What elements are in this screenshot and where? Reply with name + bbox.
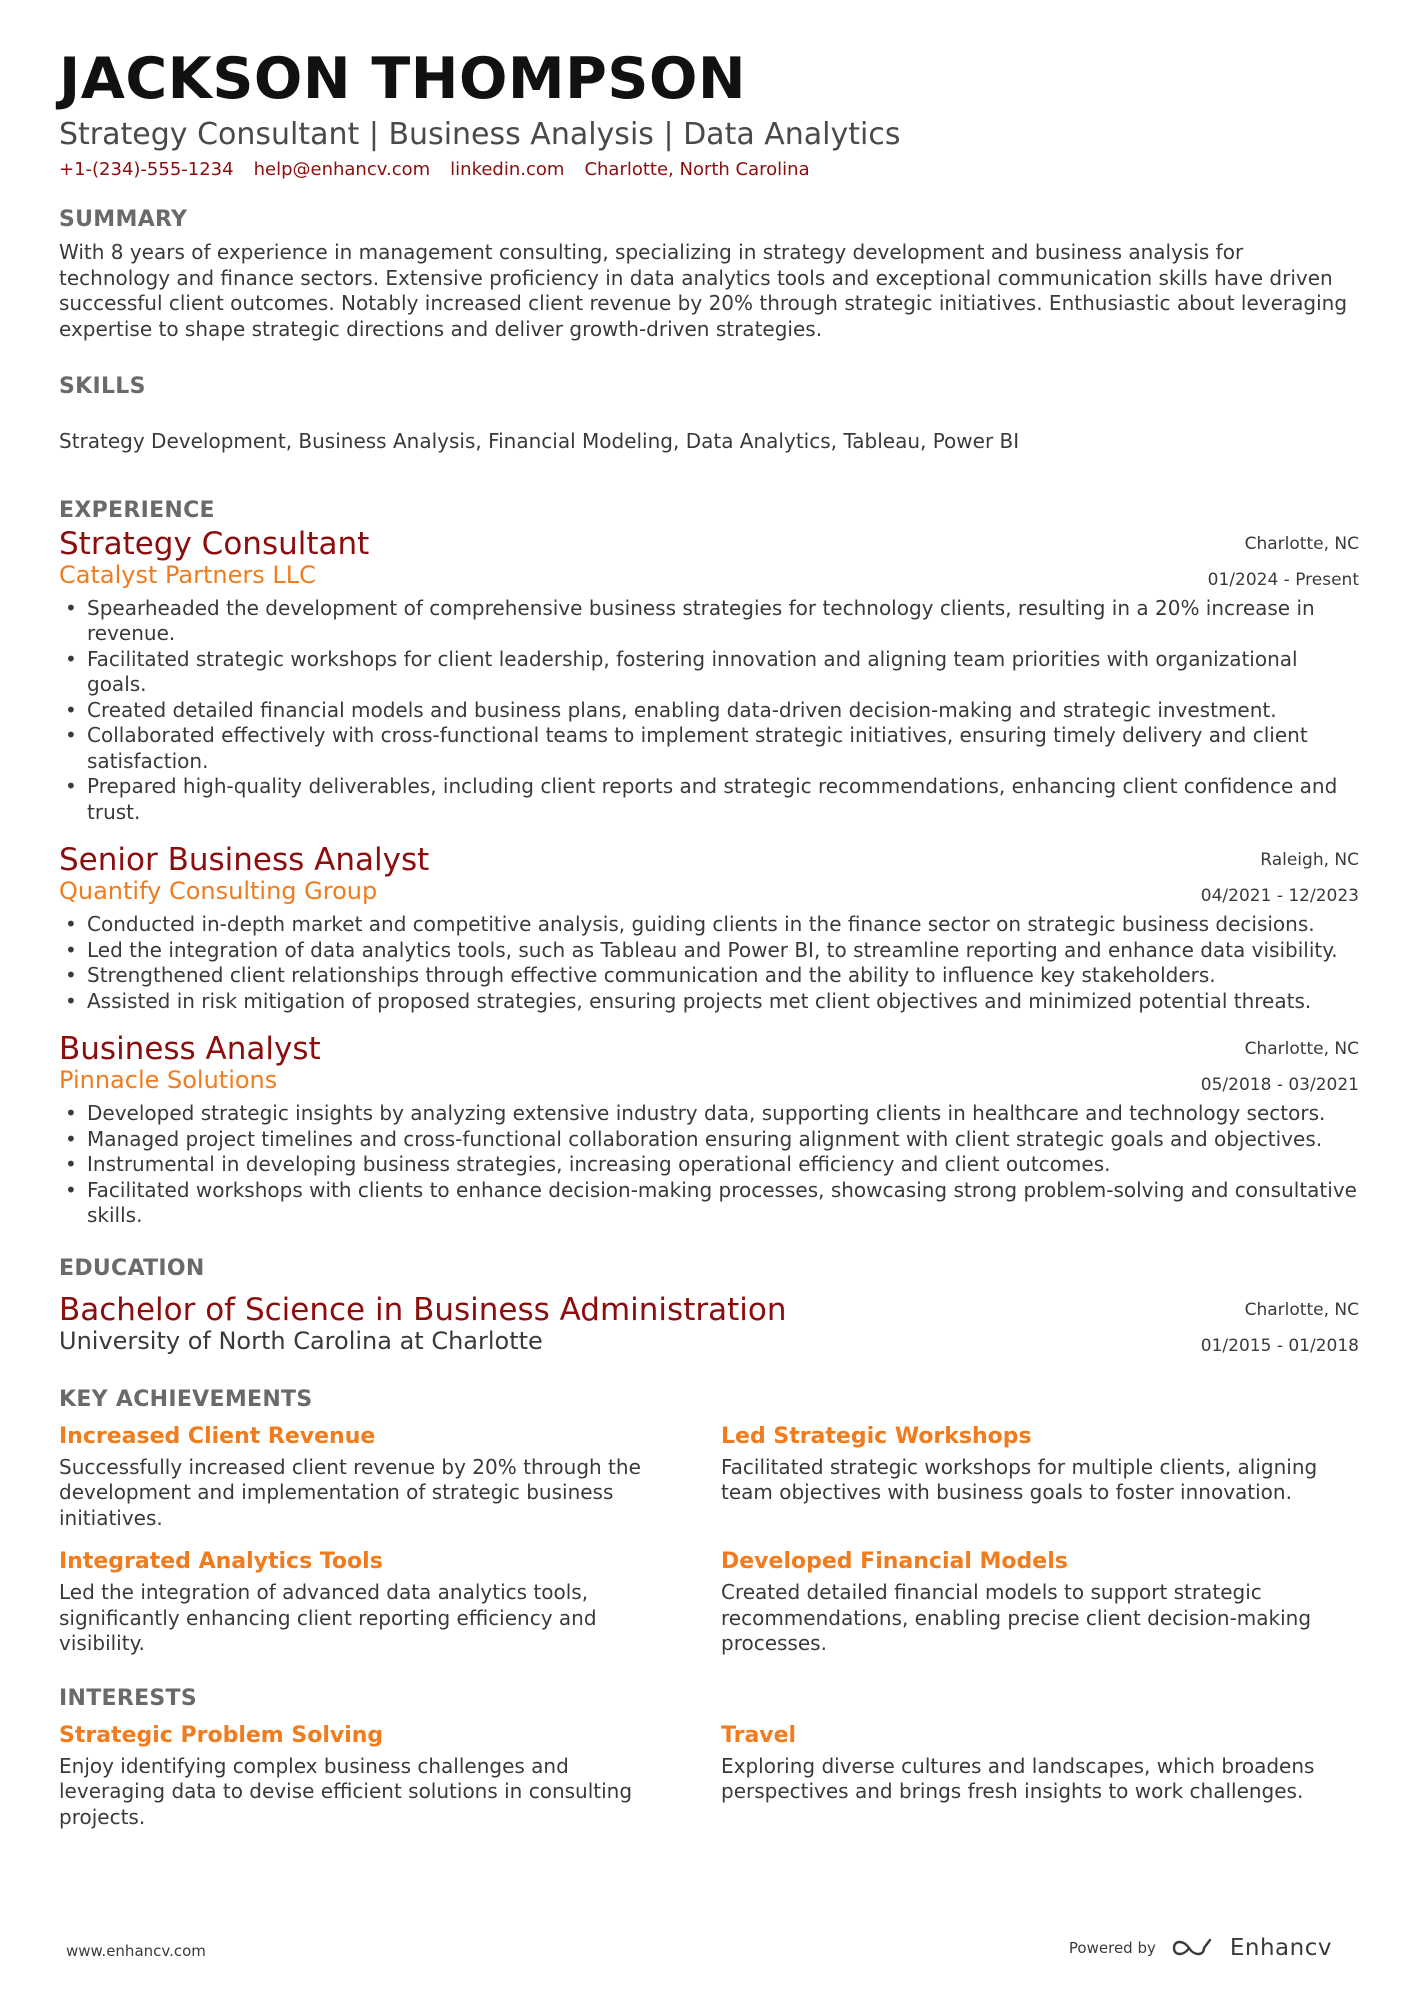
school-name: University of North Carolina at Charlotte <box>59 1326 543 1355</box>
achievement-title: Integrated Analytics Tools <box>59 1549 383 1574</box>
achievements-grid <box>59 1422 1359 1657</box>
company-name: Quantify Consulting Group <box>59 877 378 905</box>
education-dates: 01/2015 - 01/2018 <box>1200 1335 1359 1356</box>
interests-grid <box>59 1721 1359 1831</box>
bullet-item: • Conducted in-depth market and competitive analysis, guiding clients in the finance sector on strategic business decisions. <box>59 912 1359 938</box>
achievement-text: Successfully increased client revenue by 20% through the development and implementation of strategic business initiatives. <box>59 1454 641 1530</box>
bullet-item: • Facilitated strategic workshops for client leadership, fostering innovation and aligning team priorities with organizational goals. <box>59 647 1359 698</box>
bullet-item: • Collaborated effectively with cross-functional teams to implement strategic initiatives, ensuring timely delivery and client satisfaction. <box>59 723 1359 774</box>
experience-entry <box>59 1030 1359 1229</box>
email-link[interactable]: help@enhancv.com <box>253 159 431 180</box>
education-entry <box>59 1291 1359 1356</box>
bullet-item: • Created detailed financial models and business plans, enabling data-driven decision-making and strategic investment. <box>59 698 1359 724</box>
job-bullets <box>59 596 1359 826</box>
bullet-item: • Strengthened client relationships through effective communication and the ability to influence key stakeholders. <box>59 963 1359 989</box>
interest-card <box>59 1721 679 1831</box>
linkedin-link[interactable]: linkedin.com <box>450 159 565 180</box>
achievement-title: Led Strategic Workshops <box>721 1423 1032 1449</box>
skills-section <box>59 373 1359 455</box>
achievement-title: Developed Financial Models <box>721 1549 1068 1574</box>
experience-entry <box>59 841 1359 1014</box>
candidate-headline: Strategy Consultant | Business Analysis | Data Analytics <box>59 117 901 152</box>
achievement-card <box>721 1422 1361 1532</box>
job-bullets <box>59 912 1359 1014</box>
phone-link[interactable]: +1-(234)-555-1234 <box>59 159 234 180</box>
enhancv-logo-icon <box>1170 1934 1216 1962</box>
education-section <box>59 1255 1359 1356</box>
interest-text: Exploring diverse cultures and landscapes, which broadens perspectives and brings fresh insights to work challenges. <box>721 1753 1315 1803</box>
bullet-item: • Prepared high-quality deliverables, including client reports and strategic recommendations, enhancing client confidence and trust. <box>59 774 1359 825</box>
interests-section <box>59 1685 1359 1831</box>
bullet-item: • Instrumental in developing business strategies, increasing operational efficiency and client outcomes. <box>59 1152 1359 1178</box>
skills-text: Strategy Development, Business Analysis, Financial Modeling, Data Analytics, Tableau, Power BI <box>59 429 1020 453</box>
bullet-item: • Spearheaded the development of comprehensive business strategies for technology clients, resulting in a 20% increase in revenue. <box>59 596 1359 647</box>
interest-title: Travel <box>721 1722 797 1748</box>
achievement-card <box>721 1547 1361 1657</box>
summary-heading: SUMMARY <box>59 207 188 232</box>
candidate-name: JACKSON THOMPSON <box>59 46 747 112</box>
experience-entry <box>59 525 1359 826</box>
job-dates: 05/2018 - 03/2021 <box>1200 1075 1359 1095</box>
job-title: Strategy Consultant <box>59 525 370 562</box>
powered-by-label: Powered by <box>1068 1939 1156 1957</box>
job-dates: 04/2021 - 12/2023 <box>1200 886 1359 906</box>
job-location: Raleigh, NC <box>1260 850 1359 870</box>
resume-page <box>59 44 1359 1830</box>
summary-text: With 8 years of experience in management consulting, specializing in strategy development and business analysis for technology and finance sectors. Extensive proficiency in data analytics tools and exceptional communication skills have driven successful client outcomes. Notably increased client revenue by 20% through strategic initiatives. Enthusiastic about leveraging expertise to shape strategic directions and deliver growth-driven strategies. <box>59 240 1348 341</box>
bullet-item: • Led the integration of data analytics tools, such as Tableau and Power BI, to streamline reporting and enhance data visibility. <box>59 938 1359 964</box>
job-location: Charlotte, NC <box>1244 533 1359 554</box>
achievement-text: Created detailed financial models to support strategic recommendations, enabling precise client decision-making processes. <box>721 1580 1312 1655</box>
job-title: Business Analyst <box>59 1031 321 1067</box>
school-location: Charlotte, NC <box>1244 1299 1359 1320</box>
achievements-section <box>59 1386 1359 1657</box>
degree-title: Bachelor of Science in Business Administration <box>59 1291 787 1328</box>
experience-heading: EXPERIENCE <box>59 497 215 523</box>
bullet-item: • Assisted in risk mitigation of proposed strategies, ensuring projects met client objectives and minimized potential threats. <box>59 989 1359 1015</box>
company-name: Pinnacle Solutions <box>59 1066 278 1094</box>
bullet-item: • Managed project timelines and cross-functional collaboration ensuring alignment with client strategic goals and objectives. <box>59 1127 1359 1153</box>
footer-website-link[interactable]: www.enhancv.com <box>66 1942 206 1960</box>
interest-text: Enjoy identifying complex business challenges and leveraging data to devise efficient solutions in consulting projects. <box>59 1753 633 1829</box>
job-bullets <box>59 1101 1359 1229</box>
bullet-item: • Developed strategic insights by analyzing extensive industry data, supporting clients in healthcare and technology sectors. <box>59 1101 1359 1127</box>
achievement-title: Increased Client Revenue <box>59 1423 376 1449</box>
education-heading: EDUCATION <box>59 1255 205 1281</box>
job-location: Charlotte, NC <box>1244 1039 1359 1059</box>
interest-title: Strategic Problem Solving <box>59 1722 384 1748</box>
job-dates: 01/2024 - Present <box>1207 569 1359 590</box>
achievement-text: Led the integration of advanced data analytics tools, significantly enhancing client reporting efficiency and visibility. <box>59 1580 597 1655</box>
contact-info <box>59 158 1359 182</box>
summary-section <box>59 206 1359 342</box>
achievements-heading: KEY ACHIEVEMENTS <box>59 1386 313 1412</box>
job-title: Senior Business Analyst <box>59 842 430 878</box>
company-name: Catalyst Partners LLC <box>59 560 316 589</box>
footer-branding[interactable] <box>1069 1934 1332 1962</box>
bullet-item: • Facilitated workshops with clients to enhance decision-making processes, showcasing strong problem-solving and consultative skills. <box>59 1178 1359 1229</box>
skills-heading: SKILLS <box>59 374 146 399</box>
interest-card <box>721 1721 1361 1831</box>
experience-section <box>59 497 1359 1229</box>
achievement-card <box>59 1422 679 1532</box>
achievement-text: Facilitated strategic workshops for multiple clients, aligning team objectives with business goals to foster innovation. <box>721 1454 1318 1504</box>
achievement-card <box>59 1547 679 1657</box>
location-text: Charlotte, North Carolina <box>584 159 810 180</box>
resume-header <box>59 44 1359 182</box>
interests-heading: INTERESTS <box>59 1685 197 1711</box>
brand-name: Enhancv <box>1229 1935 1332 1961</box>
